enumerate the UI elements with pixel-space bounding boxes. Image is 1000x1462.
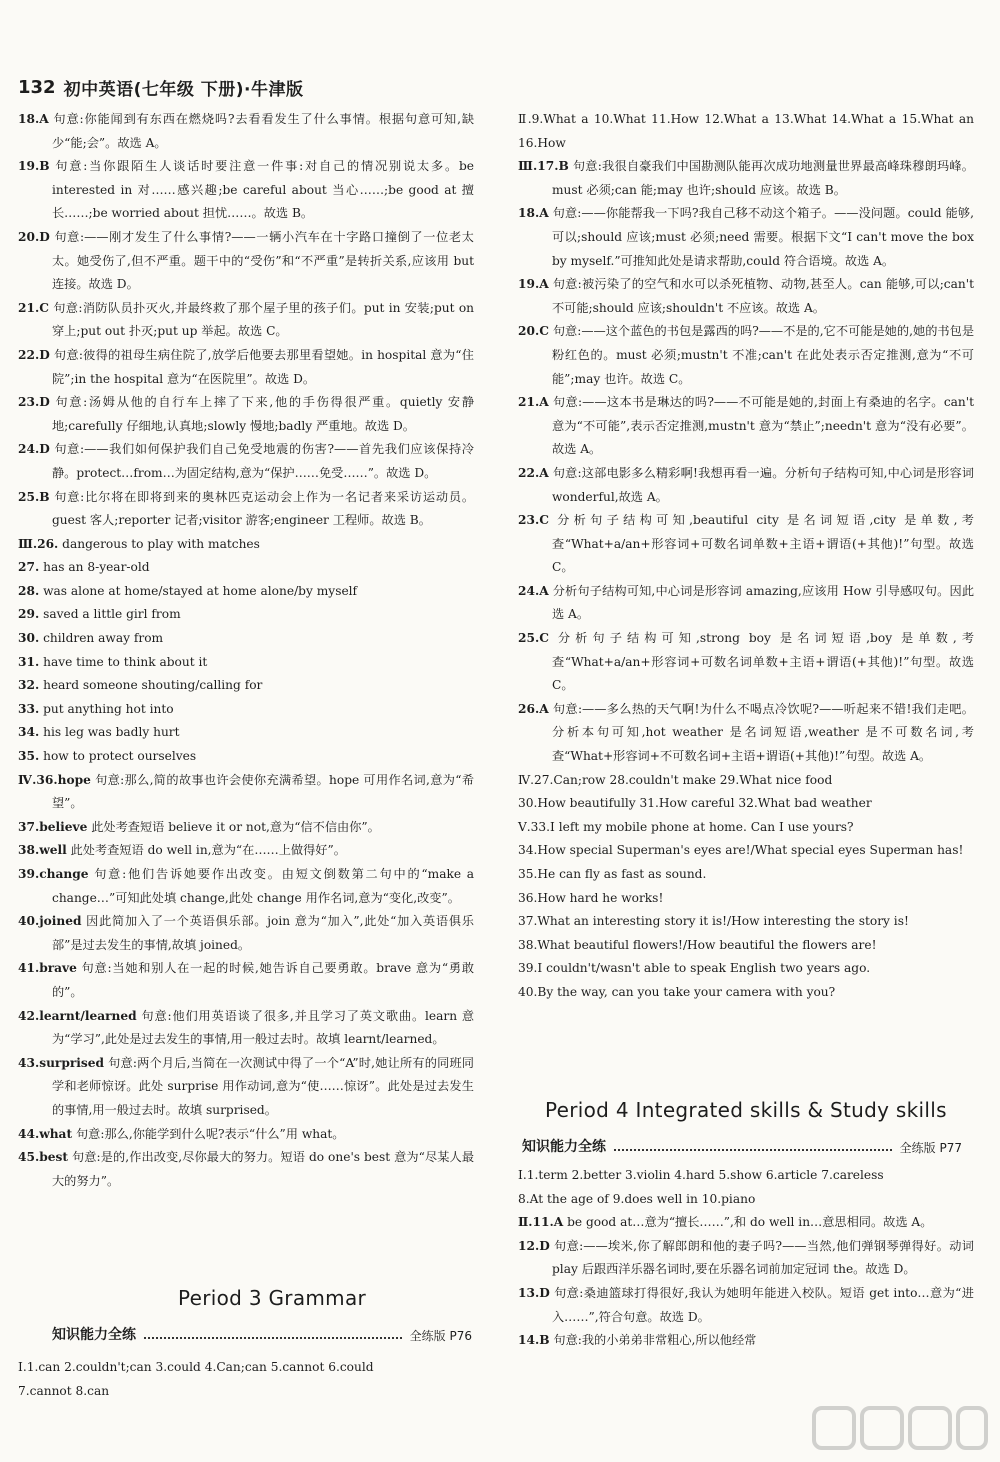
dotted-leader: [614, 1149, 892, 1151]
answer-number: 42.learnt/learned: [18, 1008, 137, 1023]
answer-number: 37.believe: [18, 819, 88, 834]
page-header: [18, 74, 304, 100]
answer-item: [18, 698, 474, 722]
answer-item: [518, 273, 974, 320]
answer-number: 41.brave: [18, 961, 77, 976]
page-number: 132: [18, 76, 56, 98]
answer-item: [18, 745, 474, 769]
answer-number: 26.A: [518, 701, 549, 716]
answer-text: 句意:比尔将在即将到来的奥林匹克运动会上作为一名记者来采访运动员。guest 客人;reporter 记者;visitor 游客;engineer 工程师。故选 B。: [52, 489, 475, 528]
answer-text: 此处考查短语 do well in,意为“在……上做得好”。: [70, 843, 346, 858]
answer-number: 38.well: [18, 843, 67, 858]
answer-line: 7.cannot 8.can: [18, 1383, 110, 1398]
answer-text: 句意:——这个蓝色的书包是露西的吗?——不是的,它不可能是她的,她的书包是粉红色的。must 必须;mustn't 不准;can't 在此处表示否定推测,意为“不可能”;may 也许。故选 C。: [552, 324, 975, 386]
answer-number: 24.A: [518, 583, 549, 598]
answer-text: 40.By the way, can you take your camera with you?: [518, 984, 836, 999]
answer-item: [18, 651, 474, 675]
answer-number: 12.D: [518, 1238, 550, 1253]
answer-item: [18, 910, 474, 957]
answer-number: 28.: [18, 583, 40, 598]
answer-text: 句意:桑迪篮球打得很好,我认为她明年能进入校队。短语 get into…意为“进入……”,符合句意。故选 D。: [552, 1285, 974, 1324]
answer-text: 分析句子结构可知,strong boy 是名词短语,boy 是单数,考查“What+a/an+形容词+可数名词单数+主语+谓语(+其他)!”句型。故选 C。: [552, 631, 975, 693]
answer-item: [18, 438, 474, 485]
answer-text: 39.I couldn't/wasn't able to speak English two years ago.: [518, 961, 871, 976]
answer-text: have time to think about it: [43, 654, 208, 669]
answer-text: 句意:两个月后,当简在一次测试中得了一个“A”时,她让所有的同班同学和老师惊讶。此处 surprise 用作动词,意为“使……惊讶”。此处是过去发生的事情,用一般过去时。故填 surprised。: [52, 1055, 474, 1117]
answer-number: 44.what: [18, 1126, 73, 1141]
answer-item: [518, 839, 974, 863]
answer-text: 句意:彼得的祖母生病住院了,放学后他要去那里看望她。in hospital 意为“住院”;in the hospital 意为“在医院里”。故选 D。: [52, 347, 474, 386]
answer-number: 43.surprised: [18, 1055, 105, 1070]
answer-item: [518, 863, 974, 887]
answer-text: 句意:——你能帮我一下吗?我自己移不动这个箱子。——没问题。could 能够,可以;should 应该;must 必须;need 需要。根据下文“I can't move the box by myself.”可推知此处是请求帮助,could 符合语境。故选 A。: [552, 206, 974, 268]
answer-item: [518, 1188, 974, 1212]
answer-text: 34.How special Superman's eyes are!/What special eyes Superman has!: [518, 843, 964, 858]
answer-item: [518, 580, 974, 627]
answer-item: [518, 391, 974, 462]
answer-number: 40.joined: [18, 914, 82, 929]
answer-item: [18, 674, 474, 698]
answer-item: [18, 957, 474, 1004]
answer-item: [518, 792, 974, 816]
answer-number: 29.: [18, 607, 40, 622]
answer-item: [518, 627, 974, 698]
answer-text: 37.What an interesting story it is!/How interesting the story is!: [518, 914, 909, 929]
answer-item: [518, 981, 974, 1005]
answer-number: 21.A: [518, 395, 549, 410]
answer-text: 句意:消防队员扑灭火,并最终救了那个屋子里的孩子们。put in 安装;put on 穿上;put out 扑灭;put up 举起。故选 C。: [52, 300, 475, 339]
answer-item: [518, 934, 974, 958]
period3-section-header: [52, 1322, 472, 1344]
answer-text: be good at…意为“擅长……”,和 do well in…意思相同。故选 A。: [567, 1215, 933, 1230]
answer-text: 8.At the age of 9.does well in 10.piano: [518, 1191, 756, 1206]
answer-number: Ⅳ.36.hope: [18, 772, 91, 787]
answer-item: [518, 509, 974, 580]
section-label: 知识能力全练: [52, 1327, 136, 1343]
answer-text: has an 8-year-old: [43, 560, 150, 575]
answer-item: [18, 1123, 474, 1147]
answer-item: [518, 887, 974, 911]
answer-number: 23.C: [518, 513, 549, 528]
answer-item: [518, 1211, 974, 1235]
answer-item: [18, 155, 474, 226]
answer-number: 14.B: [518, 1333, 550, 1348]
answer-number: 22.A: [518, 465, 549, 480]
answer-item: [18, 108, 474, 155]
period3-answers: [18, 1356, 474, 1403]
answer-number: 25.C: [518, 631, 549, 646]
section-ref: 全练版 P76: [409, 1329, 472, 1343]
answer-item: [18, 839, 474, 863]
book-title: 初中英语(七年级 下册)·牛津版: [63, 79, 304, 100]
period4-section-header: [522, 1134, 962, 1156]
answer-item: [518, 108, 974, 155]
answer-number: 20.C: [518, 324, 549, 339]
left-answer-column: [18, 108, 474, 1193]
section-label: 知识能力全练: [522, 1139, 606, 1155]
answer-item: [518, 957, 974, 981]
right-answer-column: [518, 108, 974, 1005]
answer-text: 35.He can fly as fast as sound.: [518, 867, 707, 881]
answer-item: [518, 155, 974, 202]
answer-item: [18, 297, 474, 344]
answer-line: Ⅰ.1.can 2.couldn't;can 3.could 4.Can;can 5.cannot 6.could: [18, 1360, 374, 1374]
answer-text: 句意:——我们如何保护我们自己免受地震的伤害?——首先我们应该保持冷静。protect…from…为固定结构,意为“保护……免受……”。故选 D。: [52, 442, 474, 480]
answer-text: put anything hot into: [43, 701, 174, 716]
answer-text: 句意:那么,你能学到什么呢?表示“什么”用 what。: [75, 1126, 345, 1141]
answer-number: 35.: [18, 749, 40, 764]
answer-number: 34.: [18, 725, 40, 740]
answer-number: 32.: [18, 678, 40, 693]
answer-item: [518, 320, 974, 391]
answer-item: [18, 486, 474, 533]
answer-text: dangerous to play with matches: [62, 536, 260, 551]
answer-item: [18, 721, 474, 745]
answer-text: saved a little girl from: [43, 607, 181, 622]
answer-number: 27.: [18, 560, 40, 575]
answer-number: 30.: [18, 631, 40, 646]
answer-number: Ⅱ.11.A: [518, 1215, 564, 1230]
answer-item: [18, 556, 474, 580]
answer-text: 句意:——多么热的天气啊!为什么不喝点冷饮呢?——听起来不错!我们走吧。分析本句可知,hot weather 是名词短语,weather 是不可数名词,考查“What+形容词+不可数名词+主语+谓语(+其他)!”句型。故选 A。: [552, 701, 974, 764]
answer-item: [518, 816, 974, 840]
answer-number: 21.C: [18, 300, 49, 315]
answer-text: children away from: [43, 631, 164, 646]
answer-item: [18, 226, 474, 297]
answer-text: Ⅴ.33.I left my mobile phone at home. Can I use yours?: [518, 819, 854, 834]
answer-item: [518, 202, 974, 273]
answer-text: Ⅳ.27.Can;row 28.couldn't make 29.What nice food: [518, 772, 833, 787]
answer-text: how to protect ourselves: [43, 749, 197, 764]
answer-text: heard someone shouting/calling for: [43, 678, 263, 693]
answer-number: 25.B: [18, 489, 50, 504]
period4-title: Period 4 Integrated skills & Study skills: [545, 1098, 947, 1122]
answer-item: [518, 1282, 974, 1329]
answer-text: Ⅰ.1.term 2.better 3.violin 4.hard 5.show 6.article 7.careless: [518, 1168, 884, 1182]
answer-item: [18, 580, 474, 604]
answer-number: 19.A: [518, 277, 549, 292]
answer-text: 句意:我很自豪我们中国勘测队能再次成功地测量世界最高峰珠穆朗玛峰。must 必须;can 能;may 也许;should 应该。故选 B。: [552, 159, 974, 197]
answer-text: 句意:当你跟陌生人谈话时要注意一件事:对自己的情况别说太多。be interested in 对……感兴趣;be careful about 当心……;be good at 擅长……;be worried about 担忧……。故选 B。: [52, 159, 474, 221]
answer-number: 19.B: [18, 159, 50, 174]
answer-item: [18, 391, 474, 438]
answer-text: 38.What beautiful flowers!/How beautiful the flowers are!: [518, 937, 877, 952]
section-ref: 全练版 P77: [899, 1141, 962, 1155]
answer-item: [18, 533, 474, 557]
answer-number: 24.D: [18, 442, 50, 457]
answer-item: [18, 816, 474, 840]
answer-text: 36.How hard he works!: [518, 890, 664, 905]
answer-number: 23.D: [18, 395, 50, 410]
answer-item: [518, 462, 974, 509]
answer-text: 句意:——这本书是琳达的吗?——不可能是她的,封面上有桑迪的名字。can't 意为“不可能”,表示否定推测,mustn't 意为“禁止”;needn't 意为“没有必要”。故选 A。: [552, 395, 975, 457]
answer-text: 句意:是的,作出改变,尽你最大的努力。短语 do one's best 意为“尽某人最大的努力”。: [52, 1150, 475, 1188]
answer-text: 句意:他们告诉她要作出改变。由短文倒数第二句中的“make a change…”可知此处填 change,此处 change 用作名词,意为“变化,改变”。: [52, 867, 475, 905]
answer-number: 20.D: [18, 229, 50, 244]
answer-text: 此处考查短语 believe it or not,意为“信不信由你”。: [91, 819, 380, 834]
answer-number: 13.D: [518, 1285, 550, 1300]
period3-title: Period 3 Grammar: [178, 1286, 367, 1310]
answer-text: 分析句子结构可知,中心词是形容词 amazing,应该用 How 引导感叹句。因此选 A。: [552, 583, 975, 622]
answer-item: [518, 698, 974, 769]
answer-text: 句意:当她和别人在一起的时候,她告诉自己要勇敢。brave 意为“勇敢的”。: [52, 961, 475, 999]
answer-text: 句意:那么,简的故事也许会使你充满希望。hope 可用作名词,意为“希望”。: [52, 772, 475, 811]
answer-number: 45.best: [18, 1150, 68, 1165]
answer-item: [518, 910, 974, 934]
answer-number: Ⅲ.17.B: [518, 159, 569, 174]
answer-number: 39.change: [18, 867, 89, 881]
answer-text: 30.How beautifully 31.How careful 32.What bad weather: [518, 796, 872, 811]
answer-item: [518, 1164, 974, 1188]
answer-number: 31.: [18, 654, 40, 669]
answer-text: 句意:汤姆从他的自行车上摔了下来,他的手伤得很严重。quietly 安静地;carefully 仔细地,认真地;slowly 慢地;badly 严重地。故选 D。: [52, 395, 475, 433]
answer-item: [18, 603, 474, 627]
answer-item: [518, 1329, 974, 1353]
answer-item: [18, 1005, 474, 1052]
answer-number: 22.D: [18, 347, 50, 362]
answer-text: 因此简加入了一个英语俱乐部。join 意为“加入”,此处“加入英语俱乐部”是过去发生的事情,故填 joined。: [52, 914, 474, 952]
answer-item: [18, 1146, 474, 1193]
answer-number: 18.A: [18, 112, 49, 126]
answer-text: Ⅱ.9.What a 10.What 11.How 12.What a 13.What 14.What a 15.What an 16.How: [518, 112, 974, 150]
answer-item: [518, 769, 974, 793]
dotted-leader: [144, 1337, 402, 1339]
answer-number: Ⅲ.26.: [18, 536, 59, 551]
answer-number: 33.: [18, 701, 40, 716]
answer-number: 18.A: [518, 206, 549, 221]
answer-item: [18, 344, 474, 391]
answer-text: 分析句子结构可知,beautiful city 是名词短语,city 是单数,考查“What+a/an+形容词+可数名词单数+主语+谓语(+其他)!”句型。故选 C。: [552, 513, 974, 575]
answer-item: [518, 1235, 974, 1282]
answer-text: 句意:这部电影多么精彩啊!我想再看一遍。分析句子结构可知,中心词是形容词 wonderful,故选 A。: [552, 465, 974, 504]
answer-item: [18, 627, 474, 651]
answer-text: was alone at home/stayed at home alone/by myself: [43, 583, 358, 598]
answer-text: 句意:你能闻到有东西在燃烧吗?去看看发生了什么事情。根据句意可知,缺少“能;会”。故选 A。: [52, 112, 475, 150]
answer-item: [18, 769, 474, 816]
watermark-logo-icon: [810, 1400, 990, 1460]
answer-text: 句意:——埃米,你了解郎朗和他的妻子吗?——当然,他们弹钢琴弹得好。动词 play 后跟西洋乐器名词时,要在乐器名词前加定冠词 the。故选 D。: [552, 1238, 974, 1277]
answer-text: 句意:他们用英语谈了很多,并且学习了英文歌曲。learn 意为“学习”,此处是过去发生的事情,用一般过去时。故填 learnt/learned。: [52, 1008, 475, 1047]
answer-text: 句意:我的小弟弟非常粗心,所以他经常: [553, 1333, 757, 1348]
period4-answers: [518, 1164, 974, 1353]
answer-text: his leg was badly hurt: [43, 725, 180, 740]
answer-item: [18, 1052, 474, 1123]
answer-text: 句意:被污染了的空气和水可以杀死植物、动物,甚至人。can 能够,可以;can't 不可能;should 应该;shouldn't 不应该。故选 A。: [552, 277, 974, 315]
answer-text: 句意:——刚才发生了什么事情?——一辆小汽车在十字路口撞倒了一位老太太。她受伤了,但不严重。题干中的“受伤”和“不严重”是转折关系,应该用 but 连接。故选 D。: [52, 229, 474, 292]
answer-item: [18, 863, 474, 910]
